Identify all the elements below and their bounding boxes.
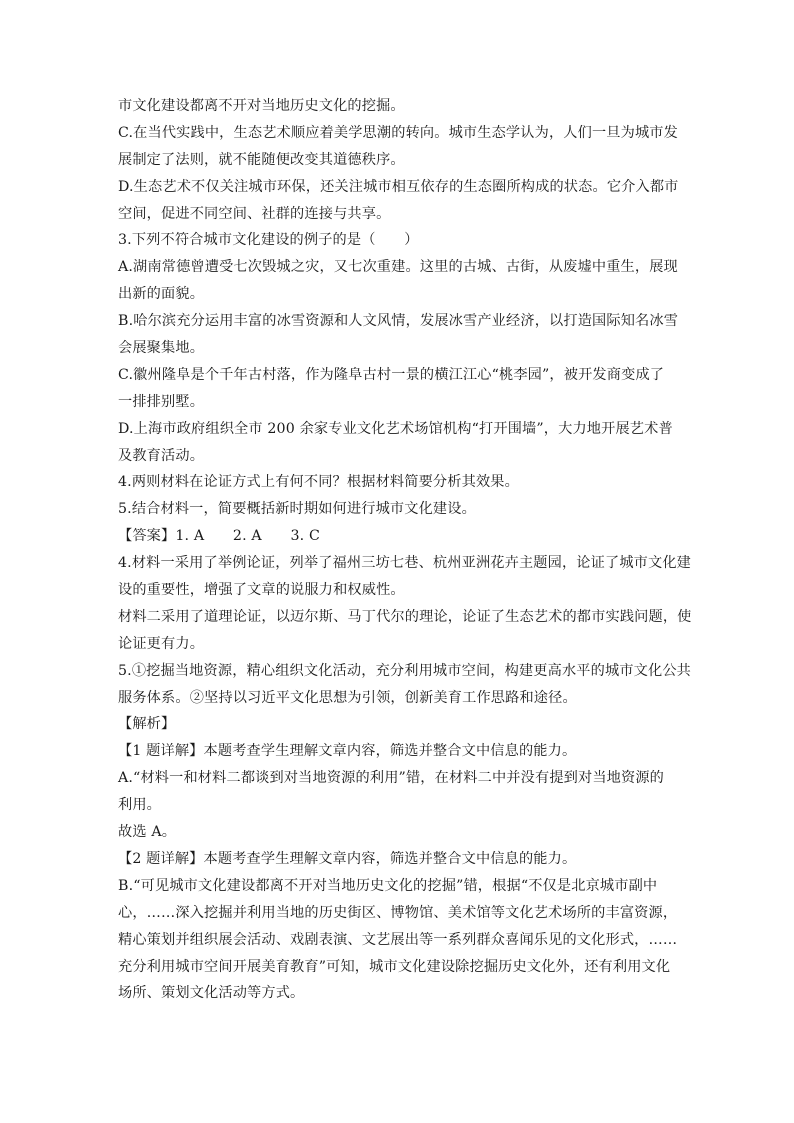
question-5: 5.结合材料一，简要概括新时期如何进行城市文化建设。	[118, 501, 476, 518]
text-line: 充分利用城市空间开展美育教育”可知，城市文化建设除挖掘历史文化外，还有利用文化	[118, 958, 671, 975]
text-line: 及教育活动。	[118, 447, 205, 464]
text-line: 空间，促进不同空间、社群的连接与共享。	[118, 205, 391, 222]
question-4: 4.两则材料在论证方式上有何不同？根据材料简要分析其效果。	[118, 474, 519, 491]
question-3: 3.下列不符合城市文化建设的例子的是（ ）	[118, 232, 419, 249]
text-line: 精心策划并组织展会活动、戏剧表演、文艺展出等一系列群众喜闻乐见的文化形式，……	[118, 931, 678, 948]
text-line: 展制定了法则，就不能随便改变其道德秩序。	[118, 151, 405, 168]
text-line: D.生态艺术不仅关注城市环保，还关注城市相互依存的生态圈所构成的状态。它介入都市	[118, 178, 679, 195]
option-b: B.哈尔滨充分运用丰富的冰雪资源和人文风情，发展冰雪产业经济，以打造国际知名冰雪	[118, 313, 679, 330]
text-line: 服务体系。②坚持以习近平文化思想为引领，创新美育工作思路和途径。	[118, 689, 577, 706]
analysis-heading: 【解析】	[118, 716, 176, 733]
detail-1-heading: 【1 题详解】本题考查学生理解文章内容，筛选并整合文中信息的能力。	[118, 743, 577, 760]
text-line: 出新的面貌。	[118, 286, 205, 303]
answer-5: 5.①挖掘当地资源，精心组织文化活动，充分利用城市空间，构建更高水平的城市文化公共	[118, 662, 692, 679]
text-line: 故选 A。	[118, 824, 177, 841]
text-line: 市文化建设都离不开对当地历史文化的挖掘。	[118, 98, 405, 114]
text-line: 心，……深入挖掘并利用当地的历史街区、博物馆、美术馆等文化艺术场所的丰富资源，	[118, 904, 678, 921]
text-line: 利用。	[118, 797, 162, 814]
answer-4: 4.材料一采用了举例论证，列举了福州三坊七巷、杭州亚洲花卉主题园，论证了城市文化建	[118, 555, 692, 572]
text-line: 场所、策划文化活动等方式。	[118, 985, 305, 1002]
text-line: 论证更有力。	[118, 635, 205, 652]
text-line: 一排排别墅。	[118, 393, 205, 410]
text-line: 设的重要性，增强了文章的说服力和权威性。	[118, 582, 405, 599]
option-a: A.湖南常德曾遭受七次毁城之灾，又七次重建。这里的古城、古街，从废墟中重生，展现	[118, 259, 678, 276]
text-line: 会展聚集地。	[118, 340, 205, 357]
text-line: 材料二采用了道理论证，以迈尔斯、马丁代尔的理论，论证了生态艺术的都市实践问题，使	[118, 608, 692, 625]
option-d: D.上海市政府组织全市 200 余家专业文化艺术场馆机构“打开围墙”，大力地开展艺术普	[118, 420, 673, 437]
document-page	[118, 93, 692, 1007]
answer-heading: 【答案】1. A 2. A 3. C	[118, 528, 320, 545]
text-line: B.“可见城市文化建设都离不开对当地历史文化的挖掘”错，根据“不仅是北京城市副中	[118, 877, 658, 894]
text-line: A.“材料一和材料二都谈到对当地资源的利用”错，在材料二中并没有提到对当地资源的	[118, 770, 665, 787]
option-c: C.徽州隆阜是个千年古村落，作为隆阜古村一景的横江江心“桃李园”，被开发商变成了	[118, 366, 665, 383]
detail-2-heading: 【2 题详解】本题考查学生理解文章内容，筛选并整合文中信息的能力。	[118, 850, 577, 867]
text-line: C.在当代实践中，生态艺术顺应着美学思潮的转向。城市生态学认为，人们一旦为城市发	[118, 124, 678, 141]
